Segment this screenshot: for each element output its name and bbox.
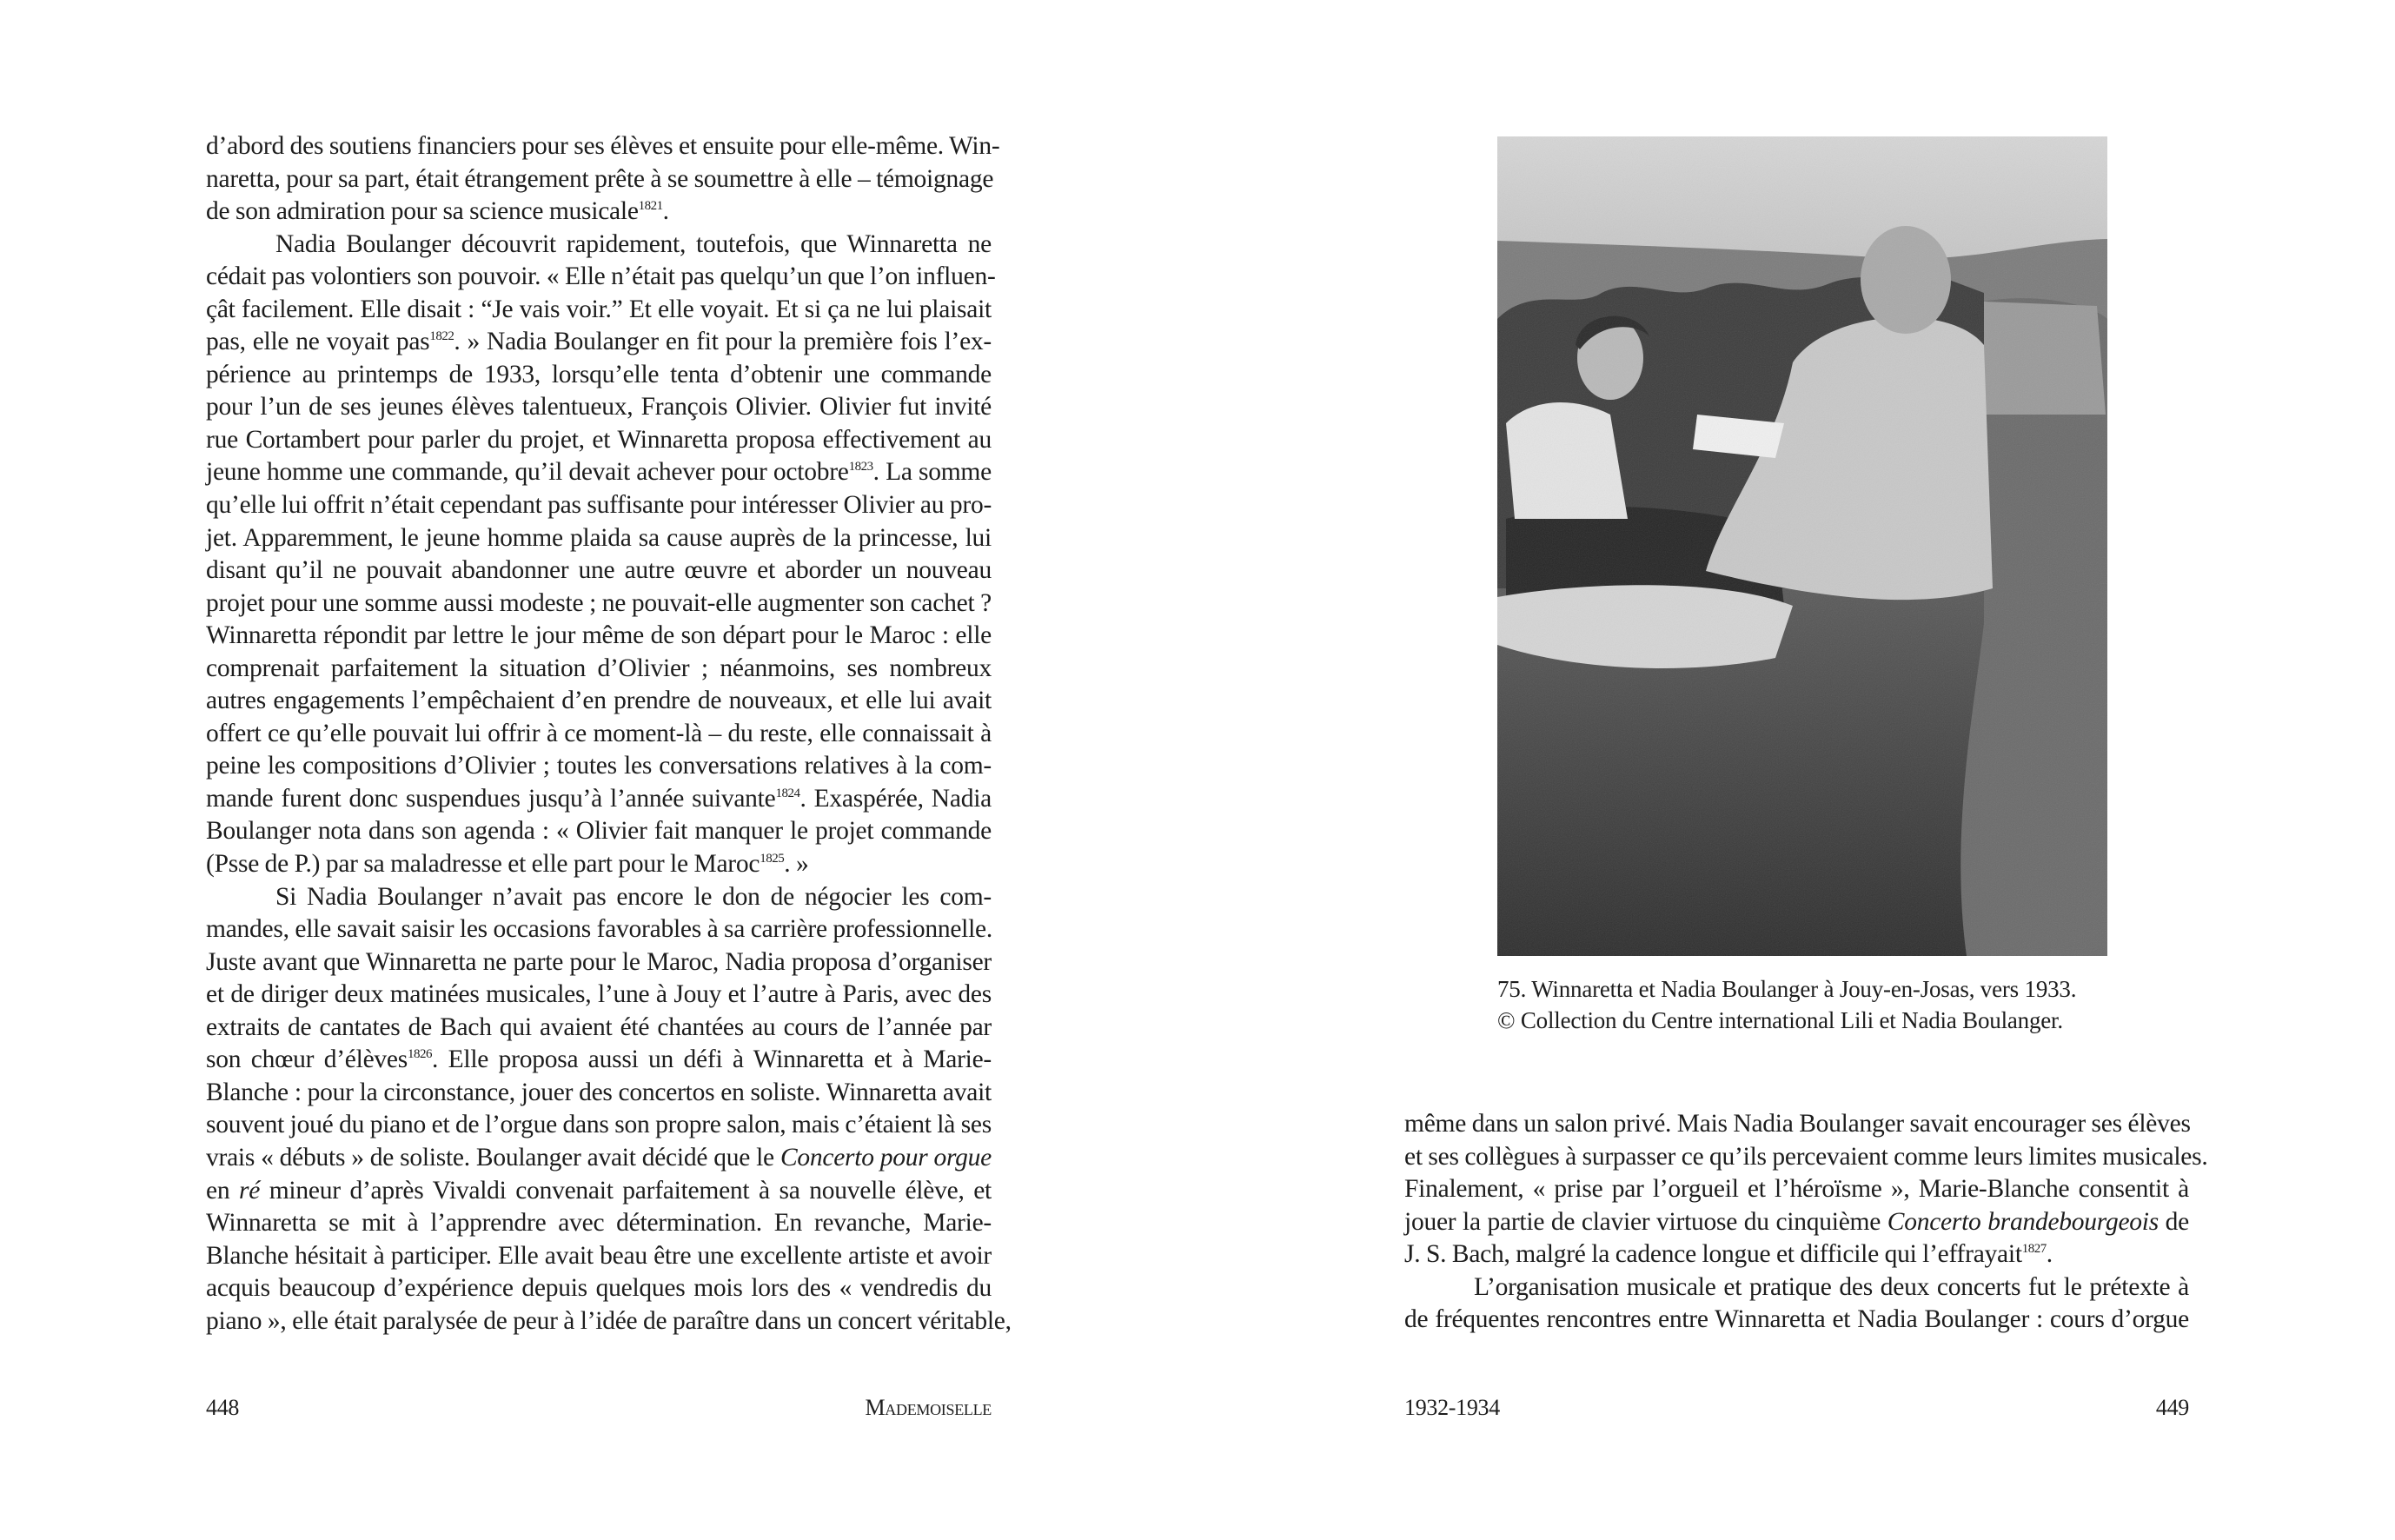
text-line: Winnaretta répondit par lettre le jour même de son départ pour le Maroc : elle [206,621,992,650]
text-line: mandes, elle savait saisir les occasions favorables à sa carrière professionnelle. [206,915,993,944]
right-page [1198,0,2395,1540]
footnote-ref[interactable]: 1826 [408,1047,432,1062]
footnote-ref[interactable]: 1827 [2021,1242,2047,1257]
right-page-body [1404,1108,2208,1337]
running-head: 1932-1934 [1404,1395,1500,1420]
paragraph [1404,1271,2189,1337]
footnote-ref[interactable]: 1822 [429,329,454,344]
text-line: de son admiration pour sa science musicale$^{1821}$. [206,197,669,226]
text-line: Boulanger nota dans son agenda : « Olivier fait manquer le projet commande [206,817,992,846]
text-line: J. S. Bach, malgré la cadence longue et difficile qui l’effrayait$^{1827}$. [1404,1240,2053,1269]
text-line: extraits de cantates de Bach qui avaient été chantées au cours de l’année par [206,1012,992,1041]
footnote-ref[interactable]: 1825 [760,852,785,866]
text-line: naretta, pour sa part, était étrangement prête à se soumettre à elle – témoignage [206,164,994,193]
paragraph [1404,1108,2208,1271]
caption-credit: © Collection du Centre international Lili et Nadia Boulanger. [1497,1007,2063,1033]
text-line: qu’elle lui offrit n’était cependant pas suffisante pour intéresser Olivier au pro- [206,491,992,520]
text-line: jeune homme une commande, qu’il devait achever pour octobre$^{1823}$. La somme [206,458,992,487]
text-line: çât facilement. Elle disait : “Je vais voir.” Et elle voyait. Et si ça ne lui plaisait [206,295,992,323]
text-line: Nadia Boulanger découvrit rapidement, toutefois, que Winnaretta ne [275,229,992,258]
text-line: Blanche hésitait à participer. Elle avait beau être une excellente artiste et avoir [206,1241,992,1270]
figure-caption [1497,973,2158,1036]
text-line: pour l’un de ses jeunes élèves talentueux, François Olivier. Olivier fut invité [206,393,992,422]
text-line: Si Nadia Boulanger n’avait pas encore le don de négocier les com- [275,882,992,911]
figure-photo [1497,136,2107,956]
text-line: comprenait parfaitement la situation d’Olivier ; néanmoins, ses nombreux [206,654,992,682]
text-line: rue Cortambert pour parler du projet, et Winnaretta proposa effectivement au [206,425,992,454]
text-line: cédait pas volontiers son pouvoir. « Elle n’était pas quelqu’un que l’on influen- [206,262,996,291]
text-line: peine les compositions d’Olivier ; toutes les conversations relatives à la com- [206,752,992,780]
text-line: Finalement, « prise par l’orgueil et l’héroïsme », Marie-Blanche consentit à [1404,1175,2189,1204]
text-line: projet pour une somme aussi modeste ; ne pouvait-elle augmenter son cachet ? [206,588,992,617]
text-line: offert ce qu’elle pouvait lui offrir à ce moment-là – du reste, elle connaissait à [206,719,992,747]
text-line: Winnaretta se mit à l’apprendre avec détermination. En revanche, Marie- [206,1209,992,1238]
paragraph [206,229,996,881]
text-line: autres engagements l’empêchaient d’en prendre de nouveaux, et elle lui avait [206,687,992,715]
text-line: mande furent donc suspendues jusqu’à l’année suivante$^{1824}$. Exaspérée, Nadia [206,784,992,813]
paragraph [206,130,1000,229]
text-line: Juste avant que Winnaretta ne parte pour le Maroc, Nadia proposa d’organiser [206,947,992,976]
left-page-body [206,130,1012,1338]
text-line: jouer la partie de clavier virtuose du cinquième Concerto brandebourgeois de [1404,1207,2189,1236]
text-line: (Psse de P.) par sa maladresse et elle part pour le Maroc$^{1825}$. » [206,850,809,879]
footnote-ref[interactable]: 1824 [775,786,800,800]
page-number: 449 [2155,1395,2189,1420]
running-head: Mademoiselle [865,1395,992,1420]
text-line: et ses collègues à surpasser ce qu’ils percevaient comme leurs limites musicales. [1404,1142,2208,1171]
text-line: pas, elle ne voyait pas$^{1822}$. » Nadia Boulanger en fit pour la première fois l’ex- [206,328,992,356]
text-line: Blanche : pour la circonstance, jouer des concertos en soliste. Winnaretta avait [206,1078,992,1106]
text-line: souvent joué du piano et de l’orgue dans son propre salon, mais c’étaient là ses [206,1111,992,1139]
text-line: jet. Apparemment, le jeune homme plaida sa cause auprès de la princesse, lui [206,523,992,552]
text-line: et de diriger deux matinées musicales, l’une à Jouy et l’autre à Paris, avec des [206,980,992,1009]
caption-title: 75. Winnaretta et Nadia Boulanger à Jouy-en-Josas, vers 1933. [1497,976,2077,1002]
italic-title: Concerto pour orgue [780,1143,992,1172]
footnote-ref[interactable]: 1821 [638,199,663,214]
text-line: périence au printemps de 1933, lorsqu’elle tenta d’obtenir une commande [206,360,992,388]
photo-image [1497,136,2107,956]
italic-title: Concerto brandebourgeois [1887,1207,2159,1236]
text-line: son chœur d’élèves$^{1826}$. Elle proposa aussi un défi à Winnaretta et à Marie- [206,1045,992,1074]
text-line: L’organisation musicale et pratique des deux concerts fut le prétexte à [1474,1272,2189,1301]
text-line: d’abord des soutiens financiers pour ses élèves et ensuite pour elle-même. Win- [206,132,1000,160]
footnote-ref[interactable]: 1823 [848,460,873,475]
text-line: même dans un salon privé. Mais Nadia Boulanger savait encourager ses élèves [1404,1110,2191,1138]
paragraph [206,881,1012,1338]
text-line: en ré mineur d’après Vivaldi convenait parfaitement à sa nouvelle élève, et [206,1176,992,1205]
italic-title: ré [239,1176,261,1205]
text-line: vrais « débuts » de soliste. Boulanger avait décidé que le Concerto pour orgue [206,1143,992,1172]
page-number: 448 [206,1395,240,1420]
text-line: disant qu’il ne pouvait abandonner une autre œuvre et aborder un nouveau [206,556,992,585]
text-line: acquis beaucoup d’expérience depuis quelques mois lors des « vendredis du [206,1274,992,1303]
text-line: piano », elle était paralysée de peur à l’idée de paraître dans un concert véritable, [206,1306,1012,1335]
text-line: de fréquentes rencontres entre Winnaretta et Nadia Boulanger : cours d’orgue [1404,1305,2189,1334]
